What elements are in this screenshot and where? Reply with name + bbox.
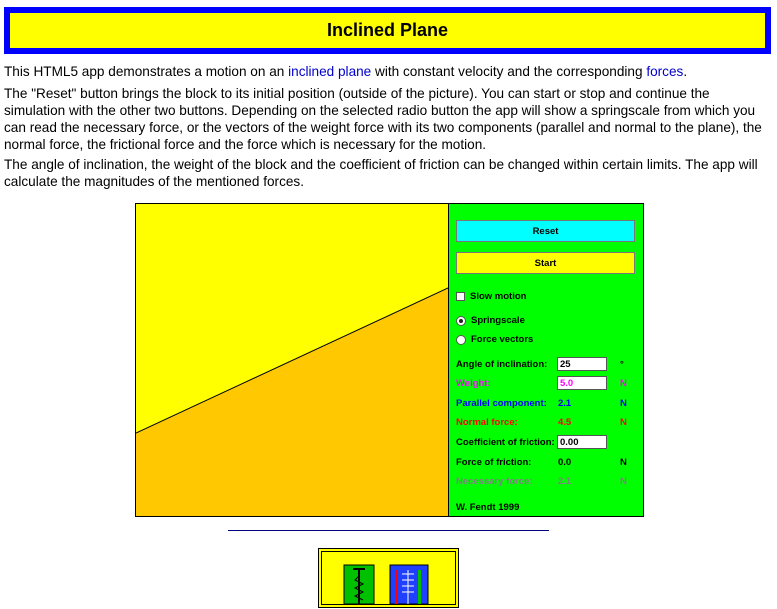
force-vectors-option[interactable] [456,334,533,345]
angle-unit: ° [620,359,624,370]
force-vectors-label: Force vectors [471,334,534,345]
necessary-unit: N [620,476,627,487]
weight-label: Weight: [456,378,491,389]
necessary-label: Necessary force: [456,476,533,487]
control-panel [449,204,643,516]
app-thumbnail[interactable] [318,548,459,608]
weight-row [456,377,636,391]
friction-value: 0.0 [558,457,572,468]
necessary-value: 2.1 [558,476,572,487]
page-title: Inclined Plane [10,13,765,48]
normal-unit: N [620,417,627,428]
friction-label: Force of friction: [456,457,532,468]
friction-unit: N [620,457,627,468]
parallel-unit: N [620,398,627,409]
thumbnail-green-bar [418,570,421,604]
inclined-plane-drawing [136,204,448,516]
coefficient-row [456,436,636,450]
weight-unit: N [620,378,627,389]
angle-label: Angle of inclination: [456,359,548,370]
weight-input[interactable] [557,376,607,390]
intro-paragraph-1 [4,63,773,80]
coefficient-input[interactable] [557,435,607,449]
springscale-radio[interactable] [456,316,466,326]
coefficient-label: Coefficient of friction: [456,437,555,448]
friction-row [456,456,636,470]
slow-motion-checkbox[interactable] [456,292,465,301]
parallel-value: 2.1 [558,398,572,409]
springscale-label: Springscale [471,315,525,326]
intro-text-3: . [683,64,688,79]
simulation-applet [135,203,644,517]
slow-motion-label: Slow motion [470,291,527,302]
intro-text-1: This HTML5 app demonstrates a motion on an [4,64,289,79]
divider-line [228,530,549,531]
thumbnail-drawing [322,552,455,604]
forces-link[interactable]: forces [646,64,684,79]
parallel-label: Parallel component: [456,398,547,409]
thumbnail-red-bar [395,570,398,604]
intro-text-2: with constant velocity and the corresponding [371,64,647,79]
reset-button[interactable]: Reset [456,220,635,242]
necessary-row [456,475,636,489]
normal-label: Normal force: [456,417,518,428]
start-button[interactable]: Start [456,252,635,274]
parallel-row [456,397,636,411]
intro-paragraph-3: The angle of inclination, the weight of the block and the coefficient of friction can be changed within certain limits. The app will calculate the magnitudes of the mentioned forces. [4,157,758,189]
simulation-canvas [136,204,449,516]
title-bar [4,7,771,54]
inclined-plane-link[interactable]: inclined plane [288,64,372,79]
normal-row [456,416,636,430]
author-credit: W. Fendt 1999 [456,502,520,513]
normal-value: 4.5 [558,417,572,428]
intro-paragraph-2: The "Reset" button brings the block to its initial position (outside of the picture). You can start or stop and continue the simulation with the other two buttons. Depending on the selected radio button the app will show a springscale from which you can read the necessary force, or the vectors of the weight force with its two components (parallel and normal to the plane), the normal force, the frictional force and the force which is necessary for the motion. [4,86,762,152]
springscale-option[interactable] [456,315,525,326]
force-vectors-radio[interactable] [456,335,466,345]
angle-row [456,358,636,372]
slow-motion-option[interactable] [456,291,526,302]
angle-input[interactable] [557,357,607,371]
